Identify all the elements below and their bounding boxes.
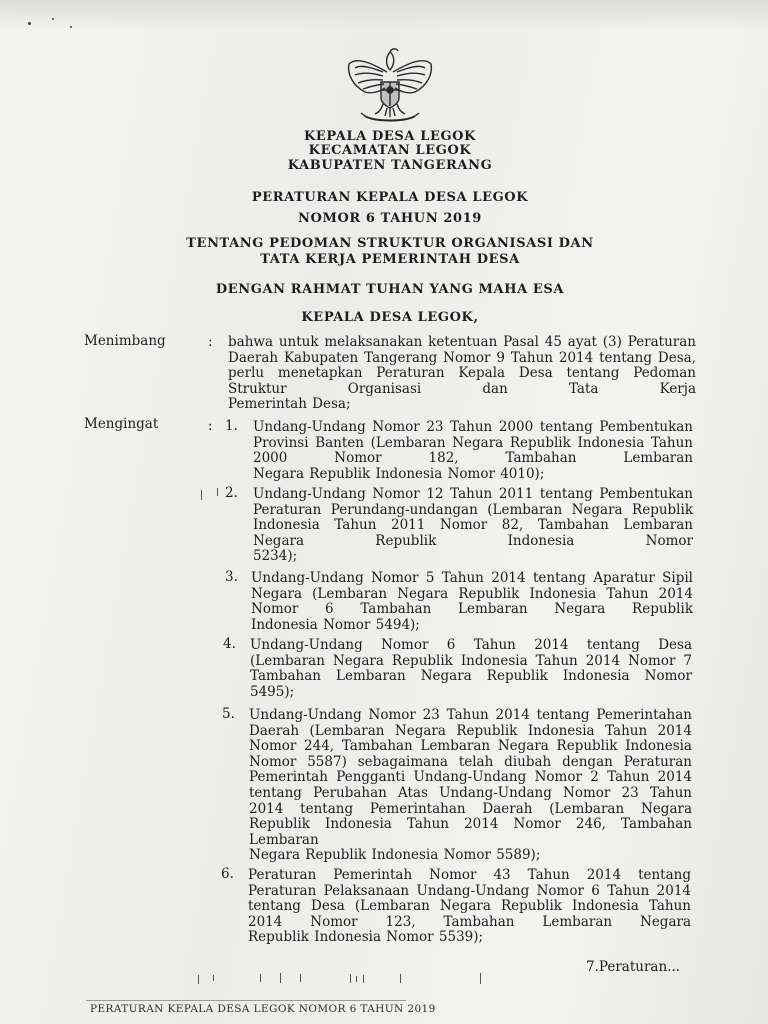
mengingat-item-body: Undang-Undang Nomor 23 Tahun 2014 tentang Pemerintahan Daerah (Lembaran Negara Republik Indonesia Tahun 2014 Nomor 244, Tambahan Lembaran Negara Republik Indonesia Nomor 5587) sebagaimana telah diubah dengan Peraturan Pemerintah Pengganti Undang-Undang Nomor 2 Tahun 2014 tentang Perubahan Atas Undang-Undang Nomor 23 Tahun 2014 tentang Pemerintahan Daerah (Lembaran Negara Republik Indonesia Tahun 2014 Nomor 246, Tambahan Lembaran xyxy=(249,707,692,848)
mengingat-item-number: 3. xyxy=(225,569,238,585)
mengingat-label: Mengingat xyxy=(84,416,159,432)
scan-mark xyxy=(480,973,481,984)
mengingat-item-number: 6. xyxy=(221,866,234,882)
mengingat-item-body: Undang-Undang Nomor 12 Tahun 2011 tentang Pembentukan Peraturan Perundang-undangan (Lembaran Negara Republik Indonesia Tahun 2011 Nomor 82, Tambahan Lembaran Negara Republik Indonesia Nomor xyxy=(253,486,693,549)
footer-divider xyxy=(86,1000,406,1001)
menimbang-last-line: Pemerintah Desa; xyxy=(228,396,351,413)
mengingat-item-body: Undang-Undang Nomor 6 Tahun 2014 tentang Desa (Lembaran Negara Republik Indonesia Tahun 2014 Nomor 7 Tambahan Lembaran Negara Republik Indonesia Nomor xyxy=(250,637,692,685)
scan-speck xyxy=(70,26,72,28)
issuer-line-2: KECAMATAN LEGOK xyxy=(308,143,472,158)
mengingat-item-body: Undang-Undang Nomor 23 Tahun 2000 tentang Pembentukan Provinsi Banten (Lembaran Negara Republik Indonesia Tahun 2000 Nomor 182, Tambahan Lembaran xyxy=(253,419,693,467)
paper-fold-shadow xyxy=(0,0,768,30)
mengingat-item-last-line: Indonesia Nomor 5494); xyxy=(251,616,420,633)
scan-mark xyxy=(280,973,281,983)
regulation-subject-line-2: TATA KERJA PEMERINTAH DESA xyxy=(260,252,520,267)
mengingat-item-last-line: 5234); xyxy=(253,548,298,565)
issuer-line-1: KEPALA DESA LEGOK xyxy=(303,129,477,144)
scan-mark xyxy=(201,490,202,500)
invocation: DENGAN RAHMAT TUHAN YANG MAHA ESA xyxy=(215,282,565,297)
continuation-marker: 7.Peraturan... xyxy=(586,959,681,975)
mengingat-item-body: Undang-Undang Nomor 5 Tahun 2014 tentang Aparatur Sipil Negara (Lembaran Negara Republik Indonesia Tahun 2014 Nomor 6 Tambahan Lembaran Negara Republik xyxy=(251,570,693,618)
menimbang-body: bahwa untuk melaksanakan ketentuan Pasal 45 ayat (3) Peraturan Daerah Kabupaten Tangerang Nomor 9 Tahun 2014 tentang Desa, perlu menetapkan Peraturan Kepala Desa tentang Pedoman Struktur Organisasi dan Tata Kerja xyxy=(228,334,696,397)
mengingat-item-number: 5. xyxy=(222,706,235,722)
mengingat-item-body: Peraturan Pemerintah Nomor 43 Tahun 2014 tentang Peraturan Pelaksanaan Undang-Undang Nomor 6 Tahun 2014 tentang Desa (Lembaran Negara Republik Indonesia Tahun 2014 Nomor 123, Tambahan Lembaran Negara xyxy=(248,867,691,930)
scan-speck xyxy=(28,22,31,25)
scan-mark xyxy=(217,488,218,496)
garuda-emblem-icon xyxy=(343,42,437,126)
mengingat-colon: : xyxy=(208,418,213,434)
regulation-title: PERATURAN KEPALA DESA LEGOK xyxy=(251,190,529,205)
regulation-number: NOMOR 6 TAHUN 2019 xyxy=(298,211,482,226)
issuer-line-3: KABUPATEN TANGERANG xyxy=(287,158,493,173)
scan-mark xyxy=(363,975,364,983)
mengingat-item-1 xyxy=(253,420,693,482)
scan-speck xyxy=(52,18,54,20)
official-title: KEPALA DESA LEGOK, xyxy=(301,310,479,325)
mengingat-item-number: 4. xyxy=(223,636,236,652)
menimbang-paragraph xyxy=(228,335,696,413)
menimbang-label: Menimbang xyxy=(84,333,166,349)
mengingat-item-4 xyxy=(250,638,692,700)
mengingat-item-number: 1. xyxy=(225,418,238,434)
mengingat-item-3 xyxy=(251,571,693,633)
mengingat-item-last-line: 5495); xyxy=(250,683,295,700)
mengingat-item-last-line: Negara Republik Indonesia Nomor 5589); xyxy=(249,847,541,864)
mengingat-item-5 xyxy=(249,708,692,864)
scan-mark xyxy=(356,976,357,982)
scan-mark xyxy=(213,975,214,981)
mengingat-item-number: 2. xyxy=(225,485,238,501)
regulation-subject-line-1: TENTANG PEDOMAN STRUKTUR ORGANISASI DAN xyxy=(186,236,594,251)
scan-mark xyxy=(260,974,261,982)
scan-mark xyxy=(300,974,301,982)
scan-mark xyxy=(198,975,199,984)
mengingat-item-6 xyxy=(248,868,691,946)
page-footer: PERATURAN KEPALA DESA LEGOK NOMOR 6 TAHUN 2019 xyxy=(90,1003,436,1015)
scan-mark xyxy=(400,974,401,983)
mengingat-item-last-line: Republik Indonesia Nomor 5539); xyxy=(248,929,484,946)
mengingat-item-last-line: Negara Republik Indonesia Nomor 4010); xyxy=(253,465,545,482)
scan-mark xyxy=(350,974,351,983)
mengingat-item-2 xyxy=(253,487,693,565)
menimbang-colon: : xyxy=(208,334,213,350)
